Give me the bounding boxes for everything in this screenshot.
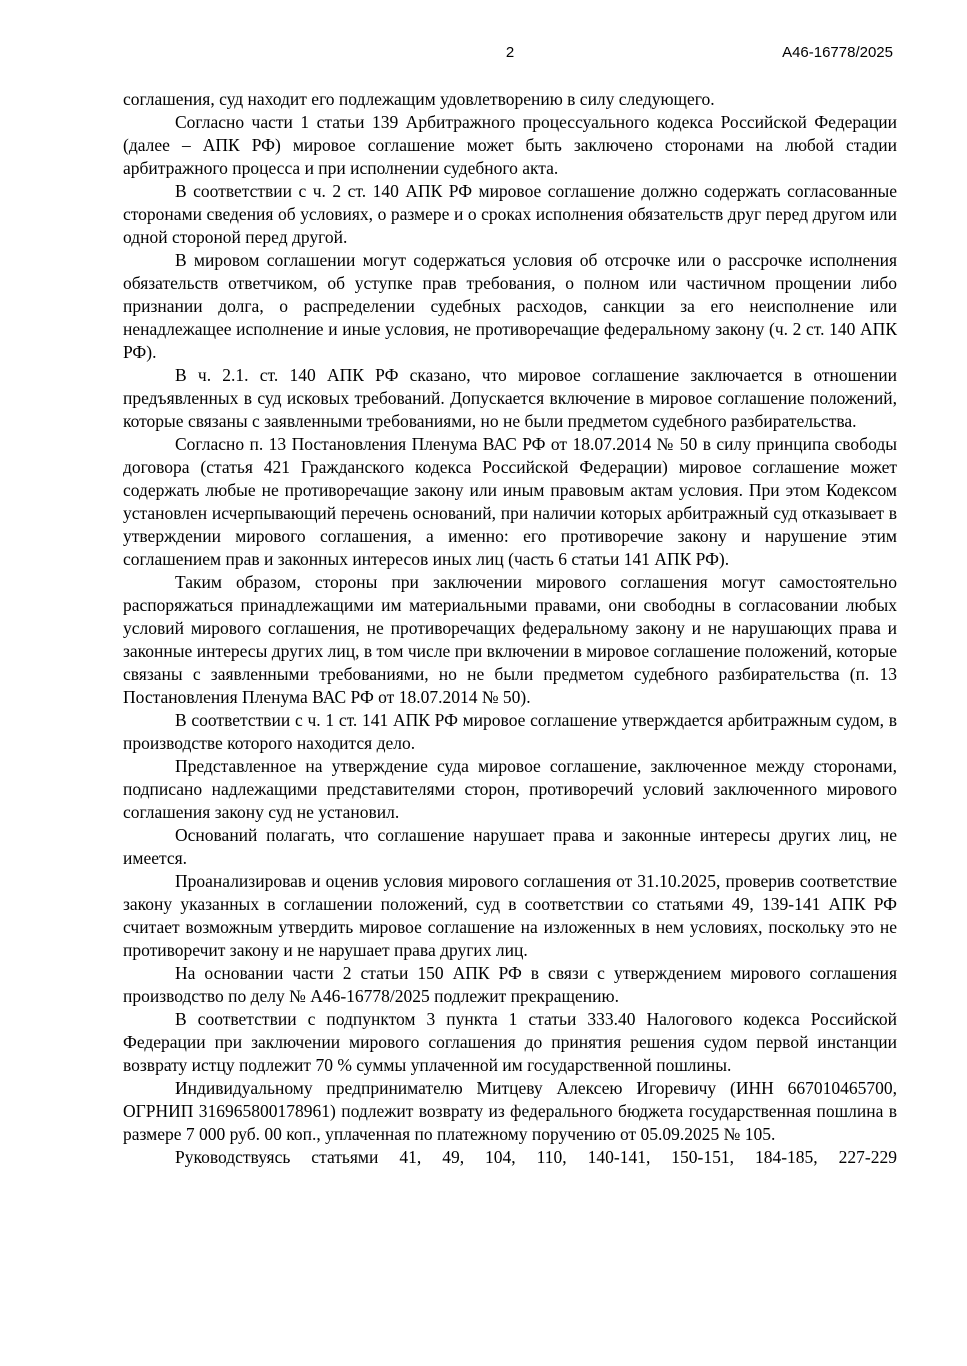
paragraph-apk-141-part1: В соответствии с ч. 1 ст. 141 АПК РФ мировое соглашение утверждается арбитражным судом, в производстве которого находится дело. (123, 710, 897, 753)
paragraph-apk-140-part2: В соответствии с ч. 2 ст. 140 АПК РФ мировое соглашение должно содержать согласованные сторонами сведения об условиях, о размере и о сроках исполнения обязательств друг перед другом или одной стороной перед другой. (123, 181, 897, 247)
page-header (123, 44, 897, 62)
document-body (123, 88, 897, 1169)
paragraph-tax-code-refund: В соответствии с подпунктом 3 пункта 1 статьи 333.40 Налогового кодекса Российской Федерации при заключении мирового соглашения до принятия решения судом первой инстанции возврату истцу подлежит 70 % суммы уплаченной им государственной пошлины. (123, 1009, 897, 1075)
paragraph-settlement-signed: Представленное на утверждение суда мировое соглашение, заключенное между сторонами, подписано надлежащими представителями сторон, противоречий условий заключенного мирового соглашения закону суд не установил. (123, 756, 897, 822)
paragraph-apk-139: Согласно части 1 статьи 139 Арбитражного процессуального кодекса Российской Федерации (далее – АПК РФ) мировое соглашение может быть заключено сторонами на любой стадии арбитражного процесса и при исполнении судебного акта. (123, 112, 897, 178)
paragraph-continuation: соглашения, суд находит его подлежащим удовлетворению в силу следующего. (123, 89, 715, 109)
paragraph-parties-rights: Таким образом, стороны при заключении мирового соглашения могут самостоятельно распоряжаться принадлежащими им материальными правами, они свободны в согласовании любых условий мирового соглашения, не противоречащих федеральному закону и не нарушающих права и законные интересы других лиц, в том числе при включении в мировое соглашение положений, которые связаны с заявленными требованиями, но не были предметом судебного разбирательства (п. 13 Постановления Пленума ВАС РФ от 18.07.2014 № 50). (123, 572, 897, 707)
paragraph-plenum-vas-13: Согласно п. 13 Постановления Пленума ВАС РФ от 18.07.2014 № 50 в силу принципа свободы договора (статья 421 Гражданского кодекса Российской Федерации) мировое соглашение может содержать любые не противоречащие закону или иным правовым актам условия. При этом Кодексом установлен исчерпывающий перечень оснований, при наличии которых арбитражный суд отказывает в утверждении мирового соглашения, а именно: его противоречие закону и нарушение этим соглашением прав и законных интересов иных лиц (часть 6 статьи 141 АПК РФ). (123, 434, 897, 569)
paragraph-ruling-articles: Руководствуясь статьями 41, 49, 104, 110, 140-141, 150-151, 184-185, 227-229 (175, 1147, 897, 1167)
paragraph-entrepreneur-refund: Индивидуальному предпринимателю Митцеву Алексею Игоревичу (ИНН 667010465700, ОГРНИП 316965800178961) подлежит возврату из федерального бюджета государственная пошлина в размере 7 000 руб. 00 коп., уплаченная по платежному поручению от 05.09.2025 № 105. (123, 1078, 897, 1144)
paragraph-apk-140-part2-1: В ч. 2.1. ст. 140 АПК РФ сказано, что мировое соглашение заключается в отношении предъявленных в суд исковых требований. Допускается включение в мировое соглашение положений, которые связаны с заявленными требованиями, но не были предметом судебного разбирательства. (123, 365, 897, 431)
paragraph-case-termination: На основании части 2 статьи 150 АПК РФ в связи с утверждением мирового соглашения производство по делу № А46-16778/2025 подлежит прекращению. (123, 963, 897, 1006)
page-number: 2 (505, 44, 515, 61)
paragraph-no-violation: Оснований полагать, что соглашение нарушает права и законные интересы других лиц, не имеется. (123, 825, 897, 868)
paragraph-court-analysis: Проанализировав и оценив условия мирового соглашения от 31.10.2025, проверив соответствие закону указанных в соглашении положений, суд в соответствии со статьями 49, 139-141 АПК РФ считает возможным утвердить мировое соглашение на изложенных в нем условиях, поскольку это не противоречит закону и не нарушает права других лиц. (123, 871, 897, 960)
case-number: А46-16778/2025 (782, 44, 893, 61)
paragraph-settlement-conditions: В мировом соглашении могут содержаться условия об отсрочке или о рассрочке исполнения обязательств ответчиком, об уступке прав требования, о полном или частичном прощении либо признании долга, о распределении судебных расходов, санкции за его неисполнение или ненадлежащее исполнение и иные условия, не противоречащие федеральному закону (ч. 2 ст. 140 АПК РФ). (123, 250, 897, 362)
